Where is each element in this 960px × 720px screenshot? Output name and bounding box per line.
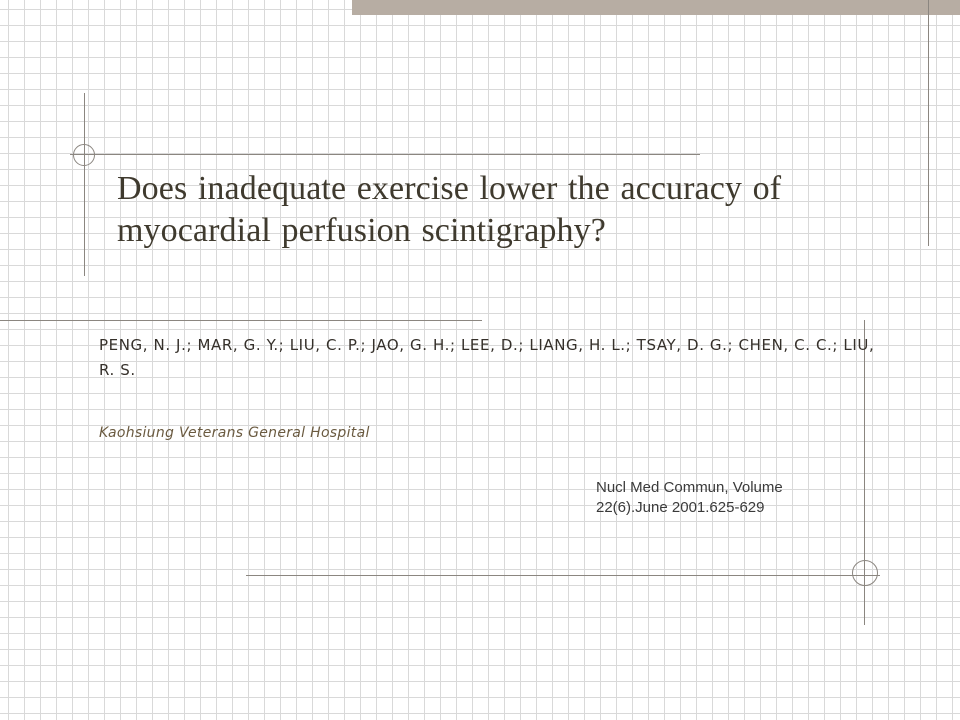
author-list: PENG, N. J.; MAR, G. Y.; LIU, C. P.; JAO, G. H.; LEE, D.; LIANG, H. L.; TSAY, D. G.; CHEN, C. C.; LIU, R. S. [99,336,875,379]
citation [596,478,856,518]
ornament-circle-right [852,560,878,586]
ornament-line-divider [0,320,482,321]
ornament-line-title-top [70,154,700,155]
citation-line-1: Nucl Med Commun, Volume [596,479,783,496]
ornament-line-bottom [246,575,880,576]
affiliation: Kaohsiung Veterans General Hospital [99,425,370,441]
citation-line-2: 22(6).June 2001.625-629 [596,499,765,516]
slide-title: Does inadequate exercise lower the accuracy of myocardial perfusion scintigraphy? [117,170,782,249]
top-accent-bar [352,0,960,15]
ornament-circle-left [73,144,95,166]
ornament-line-left-vertical [84,93,85,276]
ornament-line-right-vertical-top [928,0,929,246]
